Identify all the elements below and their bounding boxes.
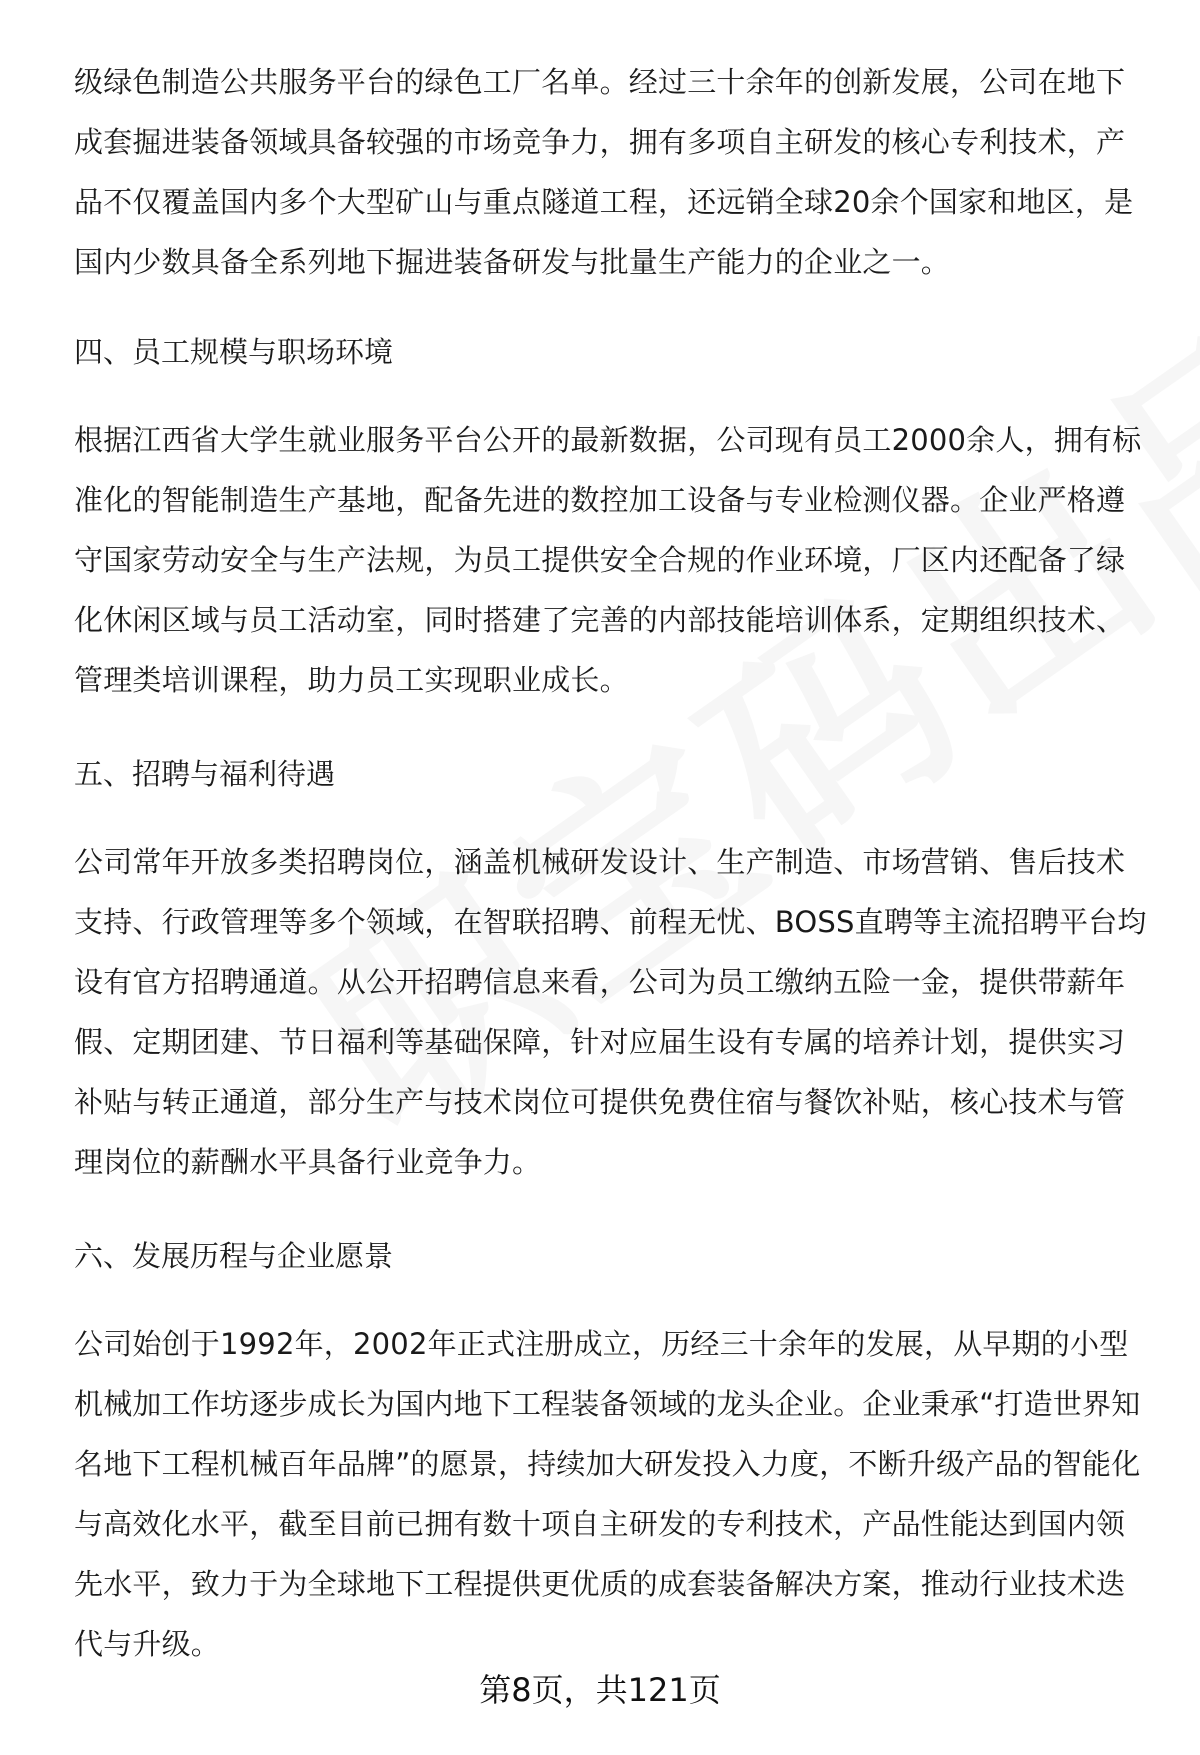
- paragraph-company-intro: 级绿色制造公共服务平台的绿色工厂名单。经过三十余年的创新发展，公司在地下成套掘进装备领域具备较强的市场竞争力，拥有多项自主研发的核心专利技术，产品不仅覆盖国内多个大型矿山与重点隧道工程，还远销全球20余个国家和地区，是国内少数具备全系列地下掘进装备研发与批量生产能力的企业之一。: [74, 65, 1134, 279]
- document-page: [74, 52, 1154, 1708]
- section-heading-employees: 四、员工规模与职场环境: [74, 335, 394, 369]
- section-heading-recruitment: 五、招聘与福利待遇: [74, 757, 336, 791]
- section-heading-history: 六、发展历程与企业愿景: [74, 1239, 394, 1273]
- paragraph-employees: 根据江西省大学生就业服务平台公开的最新数据，公司现有员工2000余人，拥有标准化的智能制造生产基地，配备先进的数控加工设备与专业检测仪器。企业严格遵守国家劳动安全与生产法规，为员工提供安全合规的作业环境，厂区内还配备了绿化休闲区域与员工活动室，同时搭建了完善的内部技能培训体系，定期组织技术、管理类培训课程，助力员工实现职业成长。: [74, 423, 1142, 697]
- paragraph-recruitment: 公司常年开放多类招聘岗位，涵盖机械研发设计、生产制造、市场营销、售后技术支持、行政管理等多个领域，在智联招聘、前程无忧、BOSS直聘等主流招聘平台均设有官方招聘通道。从公开招聘信息来看，公司为员工缴纳五险一金，提供带薪年假、定期团建、节日福利等基础保障，针对应届生设有专属的培养计划，提供实习补贴与转正通道，部分生产与技术岗位可提供免费住宿与餐饮补贴，核心技术与管理岗位的薪酬水平具备行业竞争力。: [74, 845, 1147, 1179]
- page-number: 第8页，共121页: [479, 1671, 721, 1709]
- paragraph-history: 公司始创于1992年，2002年正式注册成立，历经三十余年的发展，从早期的小型机械加工作坊逐步成长为国内地下工程装备领域的龙头企业。企业秉承“打造世界知名地下工程机械百年品牌”的愿景，持续加大研发投入力度，不断升级产品的智能化与高效化水平，截至目前已拥有数十项自主研发的专利技术，产品性能达到国内领先水平，致力于为全球地下工程提供更优质的成套装备解决方案，推动行业技术迭代与升级。: [74, 1327, 1141, 1661]
